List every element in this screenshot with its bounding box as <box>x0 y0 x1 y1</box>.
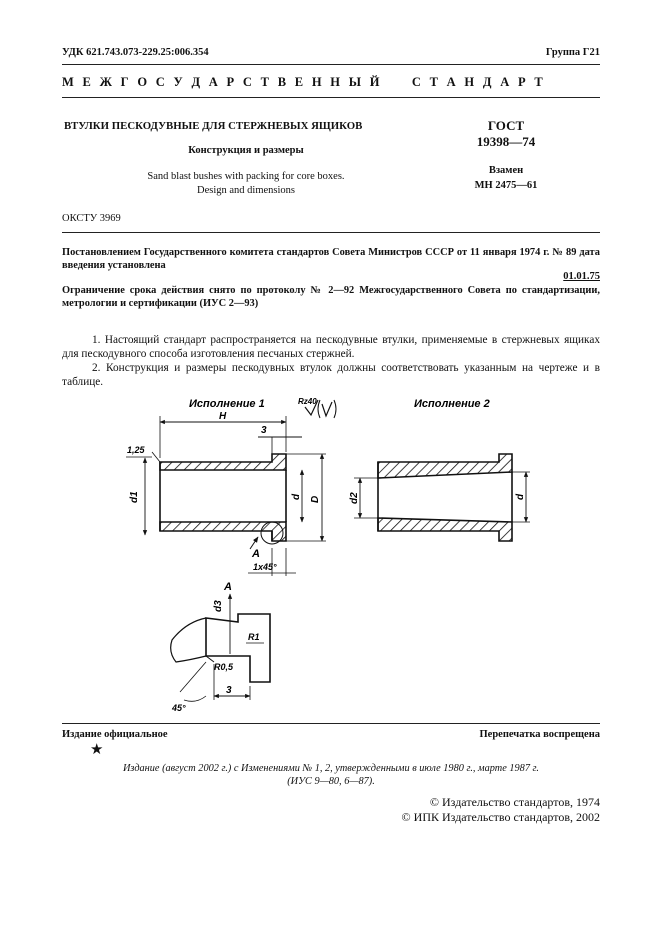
angle-45-label: 45° <box>172 703 186 713</box>
banner-rule <box>62 97 600 98</box>
group-code: Группа Г21 <box>545 47 600 58</box>
roughness-paren-right <box>334 400 336 418</box>
dim-3-detail-label: 3 <box>226 685 232 696</box>
okstu-rule <box>62 232 600 233</box>
okstu: ОКСТУ 3969 <box>62 213 121 224</box>
star-icon: ★ <box>90 742 104 758</box>
replaces-label: Взамен <box>488 165 524 176</box>
dim-d2-label: d2 <box>349 492 360 504</box>
official-edition: Издание официальное <box>62 729 168 740</box>
paragraph-1: 1. Настоящий стандарт распространяется на пескодувные втулки, применяемые в стержневых ящиках для пескодувного способа изготовления песчаных стержней. <box>62 334 600 360</box>
replaces-value: МН 2475—61 <box>474 180 538 191</box>
dim-D-label: D <box>310 495 321 503</box>
gost-label: ГОСТ <box>487 118 525 133</box>
title-en-line1: Sand blast bushes with packing for core boxes. <box>147 171 345 182</box>
edition-note-line1: Издание (август 2002 г.) с Изменениями № 1, 2, утвержденными в июле 1980 г., марте 1987 г. <box>123 763 539 774</box>
subtitle-ru: Конструкция и размеры <box>188 145 304 156</box>
dim-d3-label: d3 <box>213 600 224 612</box>
dim-d1-label: d1 <box>129 491 140 503</box>
udk-code: УДК 621.743.073-229.25:006.354 <box>62 47 209 58</box>
copyright-2002: © ИПК Издательство стандартов, 2002 <box>401 810 600 824</box>
radius-R05-label: R0,5 <box>214 662 234 672</box>
bushing-drawing <box>0 385 661 720</box>
radius-R1-label: R1 <box>248 632 260 642</box>
detail-A-title: A <box>224 581 232 593</box>
roughness-paren-check-icon <box>322 402 332 416</box>
top-rule <box>62 64 600 65</box>
dim-d-label: d <box>291 493 302 500</box>
bushing-variant2 <box>378 454 512 541</box>
gost-number: 19398—74 <box>476 134 536 149</box>
roughness-label: Rz40 <box>298 397 317 406</box>
decree-date: 01.01.75 <box>563 271 600 282</box>
footer-rule <box>62 723 600 724</box>
edition-note-line2: (ИУС 9—80, 6—87). <box>287 776 375 787</box>
bushing-variant1 <box>160 454 286 544</box>
chamfer-label: 1x45° <box>253 562 277 572</box>
variant2-label: Исполнение 2 <box>414 398 490 410</box>
decree-text: Постановлением Государственного комитета стандартов Совета Министров СССР от 11 января 1974 г. № 89 дата введения установлена <box>62 247 600 271</box>
dim-d-v2-label: d <box>515 493 526 500</box>
variant1-label: Исполнение 1 <box>189 398 265 410</box>
title-ru: ВТУЛКИ ПЕСКОДУВНЫЕ ДЛЯ СТЕРЖНЕВЫХ ЯЩИКОВ <box>64 120 363 132</box>
title-en-line2: Design and dimensions <box>197 185 295 196</box>
copyright-1974: © Издательство стандартов, 1974 <box>429 795 600 809</box>
limitation-text: Ограничение срока действия снято по протоколу № 2—92 Межгосударственного Совета по стандартизации, метрологии и сертификации (ИУС 2—93) <box>62 285 600 309</box>
roughness-paren-left <box>318 400 320 418</box>
standard-banner: М Е Ж Г О С У Д А Р С Т В Е Н Н Ы Й С Т А Н Д А Р Т <box>62 75 546 89</box>
paragraph-2: 2. Конструкция и размеры пескодувных втулок должны соответствовать указанным на чертеже и в таблице. <box>62 362 600 388</box>
dim-H-label: H <box>219 411 227 422</box>
reprint-prohibited: Перепечатка воспрещена <box>479 729 600 740</box>
dim-125-label: 1,25 <box>127 445 145 455</box>
dim-3-label: 3 <box>261 425 267 436</box>
view-A-label: A <box>252 548 260 560</box>
